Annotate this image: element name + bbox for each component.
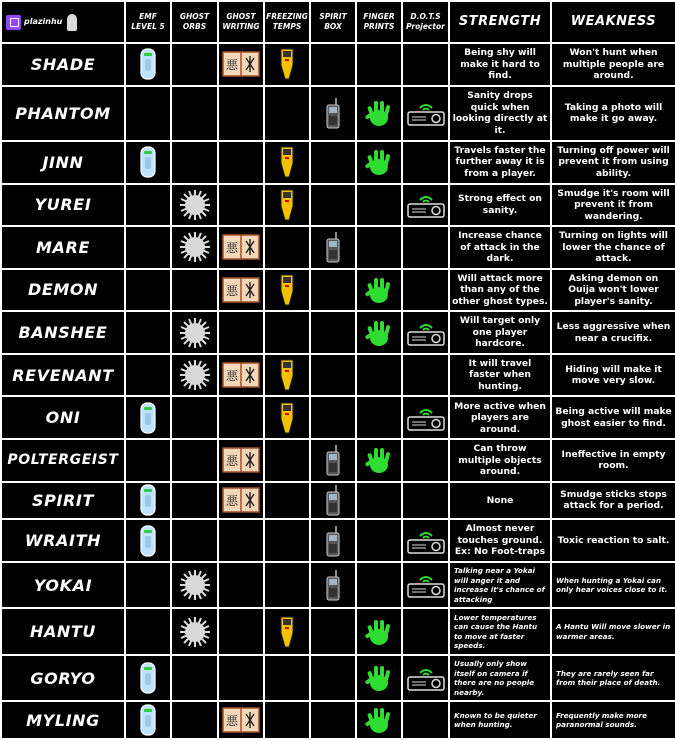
evidence-cell-dots bbox=[402, 396, 449, 439]
ghost-name: SHADE bbox=[1, 43, 125, 86]
thermometer-icon bbox=[265, 188, 309, 222]
ghost-weakness: They are rarely seen far from their place of death. bbox=[551, 655, 675, 701]
ghost-strength: Sanity drops quick when looking directly at it. bbox=[449, 86, 551, 141]
ghost-row bbox=[1, 482, 675, 520]
evidence-cell-dots bbox=[402, 655, 449, 701]
evidence-cell-dots bbox=[402, 184, 449, 227]
evidence-cell-spirit-box bbox=[310, 482, 356, 520]
ghost-row bbox=[1, 519, 675, 562]
svg-text:悪: 悪 bbox=[225, 494, 239, 509]
ghost-weakness: A Hantu Will move slower in warmer areas. bbox=[551, 608, 675, 654]
evidence-cell-prints bbox=[356, 562, 402, 608]
evidence-cell-emf bbox=[125, 86, 171, 141]
evidence-cell-emf bbox=[125, 482, 171, 520]
evidence-cell-dots bbox=[402, 43, 449, 86]
header-dots: D.O.T.S Projector bbox=[402, 1, 449, 43]
evidence-cell-temps bbox=[264, 655, 310, 701]
dots-projector-icon bbox=[403, 404, 448, 432]
emf-reader-icon bbox=[126, 402, 170, 434]
evidence-cell-temps bbox=[264, 608, 310, 654]
ghost-row bbox=[1, 608, 675, 654]
evidence-cell-spirit-box bbox=[310, 562, 356, 608]
thermometer-icon bbox=[265, 273, 309, 307]
ghost-name: POLTERGEIST bbox=[1, 439, 125, 482]
ghost-weakness: Turning on lights will lower the chance of attack. bbox=[551, 226, 675, 269]
evidence-cell-writing bbox=[218, 141, 264, 184]
evidence-cell-orbs bbox=[171, 608, 218, 654]
evidence-cell-emf bbox=[125, 655, 171, 701]
ghost-row bbox=[1, 396, 675, 439]
evidence-cell-temps bbox=[264, 396, 310, 439]
evidence-cell-temps bbox=[264, 43, 310, 86]
ghost-row bbox=[1, 701, 675, 739]
thermometer-icon bbox=[265, 615, 309, 649]
ghost-writing-book-icon bbox=[219, 361, 263, 389]
evidence-cell-prints bbox=[356, 396, 402, 439]
evidence-cell-emf bbox=[125, 184, 171, 227]
evidence-cell-orbs bbox=[171, 482, 218, 520]
header-strength: STRENGTH bbox=[449, 1, 551, 43]
ghost-weakness: Ineffective in empty room. bbox=[551, 439, 675, 482]
ghost-strength: Will attack more than any of the other ghost types. bbox=[449, 269, 551, 312]
ghost-weakness: Frequently make more paranormal sounds. bbox=[551, 701, 675, 739]
ghost-weakness: Asking demon on Ouija won't lower player's sanity. bbox=[551, 269, 675, 312]
ghost-strength: Strong effect on sanity. bbox=[449, 184, 551, 227]
handprint-icon bbox=[357, 445, 401, 475]
emf-reader-icon bbox=[126, 662, 170, 694]
handprint-icon bbox=[357, 617, 401, 647]
ghost-writing-book-icon bbox=[219, 233, 263, 261]
ghost-writing-book-icon bbox=[219, 50, 263, 78]
evidence-cell-dots bbox=[402, 354, 449, 397]
handprint-icon bbox=[357, 275, 401, 305]
evidence-cell-temps bbox=[264, 184, 310, 227]
evidence-cell-temps bbox=[264, 311, 310, 354]
ghost-weakness: Taking a photo will make it go away. bbox=[551, 86, 675, 141]
evidence-cell-dots bbox=[402, 482, 449, 520]
svg-text:悪: 悪 bbox=[225, 714, 239, 729]
ghost-weakness: Turning off power will prevent it from using ability. bbox=[551, 141, 675, 184]
evidence-cell-orbs bbox=[171, 311, 218, 354]
ghost-row bbox=[1, 562, 675, 608]
ghost-row bbox=[1, 226, 675, 269]
ghost-name: YOKAI bbox=[1, 562, 125, 608]
evidence-cell-prints bbox=[356, 269, 402, 312]
evidence-cell-temps bbox=[264, 141, 310, 184]
header-temps: FREEZING TEMPS bbox=[264, 1, 310, 43]
header-writing: GHOST WRITING bbox=[218, 1, 264, 43]
evidence-cell-orbs bbox=[171, 396, 218, 439]
evidence-cell-prints bbox=[356, 184, 402, 227]
ghost-name: GORYO bbox=[1, 655, 125, 701]
evidence-cell-writing bbox=[218, 519, 264, 562]
evidence-cell-dots bbox=[402, 608, 449, 654]
evidence-cell-spirit-box bbox=[310, 396, 356, 439]
evidence-cell-orbs bbox=[171, 655, 218, 701]
evidence-cell-dots bbox=[402, 701, 449, 739]
evidence-cell-orbs bbox=[171, 439, 218, 482]
ghost-strength: Almost never touches ground. Ex: No Foot-traps bbox=[449, 519, 551, 562]
handprint-icon bbox=[357, 98, 401, 128]
evidence-cell-temps bbox=[264, 226, 310, 269]
ghost-strength: Travels faster the further away it is from a player. bbox=[449, 141, 551, 184]
spirit-box-radio-icon bbox=[311, 484, 355, 516]
evidence-cell-writing bbox=[218, 562, 264, 608]
ghost-strength: Being shy will make it hard to find. bbox=[449, 43, 551, 86]
ghost-strength: Talking near a Yokai will anger it and increase it's chance of attacking bbox=[449, 562, 551, 608]
evidence-cell-orbs bbox=[171, 86, 218, 141]
ghost-name: HANTU bbox=[1, 608, 125, 654]
ghost-weakness: Being active will make ghost easier to find. bbox=[551, 396, 675, 439]
emf-reader-icon bbox=[126, 525, 170, 557]
ghost-strength: Can throw multiple objects around. bbox=[449, 439, 551, 482]
evidence-cell-spirit-box bbox=[310, 354, 356, 397]
ghost-row bbox=[1, 184, 675, 227]
evidence-cell-dots bbox=[402, 141, 449, 184]
evidence-cell-writing bbox=[218, 86, 264, 141]
evidence-cell-dots bbox=[402, 226, 449, 269]
evidence-cell-emf bbox=[125, 396, 171, 439]
dots-projector-icon bbox=[403, 191, 448, 219]
evidence-cell-emf bbox=[125, 562, 171, 608]
spirit-box-radio-icon bbox=[311, 444, 355, 476]
evidence-cell-prints bbox=[356, 226, 402, 269]
ghost-figure-icon bbox=[67, 14, 77, 31]
evidence-cell-writing bbox=[218, 269, 264, 312]
evidence-cell-writing bbox=[218, 354, 264, 397]
evidence-cell-spirit-box bbox=[310, 655, 356, 701]
ghost-strength: None bbox=[449, 482, 551, 520]
ghost-weakness: Smudge it's room will prevent it from wandering. bbox=[551, 184, 675, 227]
ghost-name: DEMON bbox=[1, 269, 125, 312]
header-prints: FINGER PRINTS bbox=[356, 1, 402, 43]
evidence-cell-dots bbox=[402, 562, 449, 608]
emf-reader-icon bbox=[126, 484, 170, 516]
brand-cell bbox=[1, 1, 125, 43]
emf-reader-icon bbox=[126, 48, 170, 80]
evidence-cell-emf bbox=[125, 519, 171, 562]
svg-text:悪: 悪 bbox=[225, 369, 239, 384]
dots-projector-icon bbox=[403, 319, 448, 347]
ghost-writing-book-icon bbox=[219, 276, 263, 304]
header-row bbox=[1, 1, 675, 43]
evidence-cell-spirit-box bbox=[310, 269, 356, 312]
ghost-name: PHANTOM bbox=[1, 86, 125, 141]
channel-name: plazinhu bbox=[24, 17, 63, 26]
dots-projector-icon bbox=[403, 527, 448, 555]
header-weakness: WEAKNESS bbox=[551, 1, 675, 43]
ghost-row bbox=[1, 439, 675, 482]
ghost-strength: It will travel faster when hunting. bbox=[449, 354, 551, 397]
evidence-cell-writing bbox=[218, 226, 264, 269]
ghost-name: WRAITH bbox=[1, 519, 125, 562]
evidence-cell-temps bbox=[264, 86, 310, 141]
evidence-cell-emf bbox=[125, 43, 171, 86]
thermometer-icon bbox=[265, 145, 309, 179]
evidence-cell-dots bbox=[402, 311, 449, 354]
evidence-cell-spirit-box bbox=[310, 608, 356, 654]
evidence-cell-writing bbox=[218, 43, 264, 86]
ghost-name: BANSHEE bbox=[1, 311, 125, 354]
evidence-cell-spirit-box bbox=[310, 184, 356, 227]
evidence-cell-dots bbox=[402, 86, 449, 141]
ghost-name: REVENANT bbox=[1, 354, 125, 397]
evidence-cell-dots bbox=[402, 519, 449, 562]
evidence-cell-prints bbox=[356, 482, 402, 520]
evidence-cell-temps bbox=[264, 701, 310, 739]
header-emf: EMF LEVEL 5 bbox=[125, 1, 171, 43]
ghost-name: JINN bbox=[1, 141, 125, 184]
ghost-row bbox=[1, 311, 675, 354]
evidence-cell-orbs bbox=[171, 269, 218, 312]
evidence-cell-orbs bbox=[171, 141, 218, 184]
twitch-icon bbox=[6, 15, 21, 30]
dots-projector-icon bbox=[403, 664, 448, 692]
ghost-orb-icon bbox=[172, 359, 217, 391]
evidence-cell-spirit-box bbox=[310, 86, 356, 141]
evidence-cell-spirit-box bbox=[310, 519, 356, 562]
evidence-cell-temps bbox=[264, 562, 310, 608]
evidence-cell-temps bbox=[264, 519, 310, 562]
ghost-name: SPIRIT bbox=[1, 482, 125, 520]
evidence-cell-writing bbox=[218, 655, 264, 701]
dots-projector-icon bbox=[403, 99, 448, 127]
ghost-weakness: Won't hunt when multiple people are around. bbox=[551, 43, 675, 86]
ghost-row bbox=[1, 141, 675, 184]
evidence-cell-orbs bbox=[171, 701, 218, 739]
ghost-writing-book-icon bbox=[219, 486, 263, 514]
ghost-weakness: When hunting a Yokai can only hear voices close to it. bbox=[551, 562, 675, 608]
evidence-cell-orbs bbox=[171, 43, 218, 86]
ghost-weakness: Less aggressive when near a crucifix. bbox=[551, 311, 675, 354]
evidence-cell-prints bbox=[356, 439, 402, 482]
handprint-icon bbox=[357, 147, 401, 177]
thermometer-icon bbox=[265, 47, 309, 81]
emf-reader-icon bbox=[126, 704, 170, 736]
ghost-strength: Increase chance of attack in the dark. bbox=[449, 226, 551, 269]
emf-reader-icon bbox=[126, 146, 170, 178]
ghost-strength: More active when players are around. bbox=[449, 396, 551, 439]
evidence-cell-emf bbox=[125, 226, 171, 269]
evidence-cell-prints bbox=[356, 608, 402, 654]
svg-text:悪: 悪 bbox=[225, 58, 239, 73]
evidence-cell-dots bbox=[402, 269, 449, 312]
evidence-cell-temps bbox=[264, 482, 310, 520]
evidence-cell-prints bbox=[356, 519, 402, 562]
header-orbs: GHOST ORBS bbox=[171, 1, 218, 43]
ghost-orb-icon bbox=[172, 189, 217, 221]
ghost-strength: Known to be quieter when hunting. bbox=[449, 701, 551, 739]
evidence-cell-orbs bbox=[171, 354, 218, 397]
svg-text:悪: 悪 bbox=[225, 241, 239, 256]
evidence-cell-spirit-box bbox=[310, 311, 356, 354]
evidence-cell-writing bbox=[218, 439, 264, 482]
evidence-cell-prints bbox=[356, 141, 402, 184]
evidence-cell-prints bbox=[356, 86, 402, 141]
evidence-cell-emf bbox=[125, 608, 171, 654]
ghost-weakness: Hiding will make it move very slow. bbox=[551, 354, 675, 397]
evidence-cell-writing bbox=[218, 184, 264, 227]
ghost-name: MARE bbox=[1, 226, 125, 269]
ghost-name: YUREI bbox=[1, 184, 125, 227]
ghost-name: MYLING bbox=[1, 701, 125, 739]
evidence-cell-emf bbox=[125, 354, 171, 397]
evidence-cell-prints bbox=[356, 354, 402, 397]
dots-projector-icon bbox=[403, 571, 448, 599]
ghost-row bbox=[1, 43, 675, 86]
evidence-cell-emf bbox=[125, 311, 171, 354]
ghost-writing-book-icon bbox=[219, 706, 263, 734]
ghost-row bbox=[1, 269, 675, 312]
header-spirit-box: SPIRIT BOX bbox=[310, 1, 356, 43]
ghost-orb-icon bbox=[172, 231, 217, 263]
spirit-box-radio-icon bbox=[311, 97, 355, 129]
evidence-cell-writing bbox=[218, 701, 264, 739]
ghost-orb-icon bbox=[172, 317, 217, 349]
evidence-cell-orbs bbox=[171, 562, 218, 608]
ghost-row bbox=[1, 86, 675, 141]
evidence-cell-orbs bbox=[171, 226, 218, 269]
handprint-icon bbox=[357, 705, 401, 735]
ghost-row bbox=[1, 655, 675, 701]
evidence-cell-emf bbox=[125, 269, 171, 312]
evidence-cell-temps bbox=[264, 439, 310, 482]
svg-text:悪: 悪 bbox=[225, 283, 239, 298]
ghost-strength: Usually only show itself on camera if there are no people nearby. bbox=[449, 655, 551, 701]
evidence-cell-spirit-box bbox=[310, 701, 356, 739]
ghost-writing-book-icon bbox=[219, 446, 263, 474]
evidence-cell-orbs bbox=[171, 184, 218, 227]
thermometer-icon bbox=[265, 401, 309, 435]
spirit-box-radio-icon bbox=[311, 569, 355, 601]
evidence-cell-writing bbox=[218, 311, 264, 354]
spirit-box-radio-icon bbox=[311, 525, 355, 557]
handprint-icon bbox=[357, 318, 401, 348]
evidence-cell-temps bbox=[264, 269, 310, 312]
ghost-weakness: Smudge sticks stops attack for a period. bbox=[551, 482, 675, 520]
evidence-cell-spirit-box bbox=[310, 226, 356, 269]
evidence-cell-temps bbox=[264, 354, 310, 397]
evidence-cell-emf bbox=[125, 439, 171, 482]
spirit-box-radio-icon bbox=[311, 231, 355, 263]
evidence-cell-prints bbox=[356, 655, 402, 701]
evidence-cell-orbs bbox=[171, 519, 218, 562]
evidence-cell-spirit-box bbox=[310, 141, 356, 184]
evidence-cell-prints bbox=[356, 311, 402, 354]
evidence-cell-emf bbox=[125, 701, 171, 739]
evidence-cell-prints bbox=[356, 43, 402, 86]
ghost-orb-icon bbox=[172, 569, 217, 601]
evidence-cell-writing bbox=[218, 482, 264, 520]
evidence-cell-prints bbox=[356, 701, 402, 739]
ghost-orb-icon bbox=[172, 616, 217, 648]
evidence-cell-spirit-box bbox=[310, 43, 356, 86]
ghost-row bbox=[1, 354, 675, 397]
evidence-cell-writing bbox=[218, 608, 264, 654]
ghost-name: ONI bbox=[1, 396, 125, 439]
thermometer-icon bbox=[265, 358, 309, 392]
svg-text:悪: 悪 bbox=[225, 454, 239, 469]
evidence-cell-emf bbox=[125, 141, 171, 184]
evidence-cell-writing bbox=[218, 396, 264, 439]
ghost-strength: Will target only one player hardcore. bbox=[449, 311, 551, 354]
handprint-icon bbox=[357, 663, 401, 693]
evidence-cell-spirit-box bbox=[310, 439, 356, 482]
evidence-cell-dots bbox=[402, 439, 449, 482]
ghost-weakness: Toxic reaction to salt. bbox=[551, 519, 675, 562]
ghost-strength: Lower temperatures can cause the Hantu to move at faster speeds. bbox=[449, 608, 551, 654]
